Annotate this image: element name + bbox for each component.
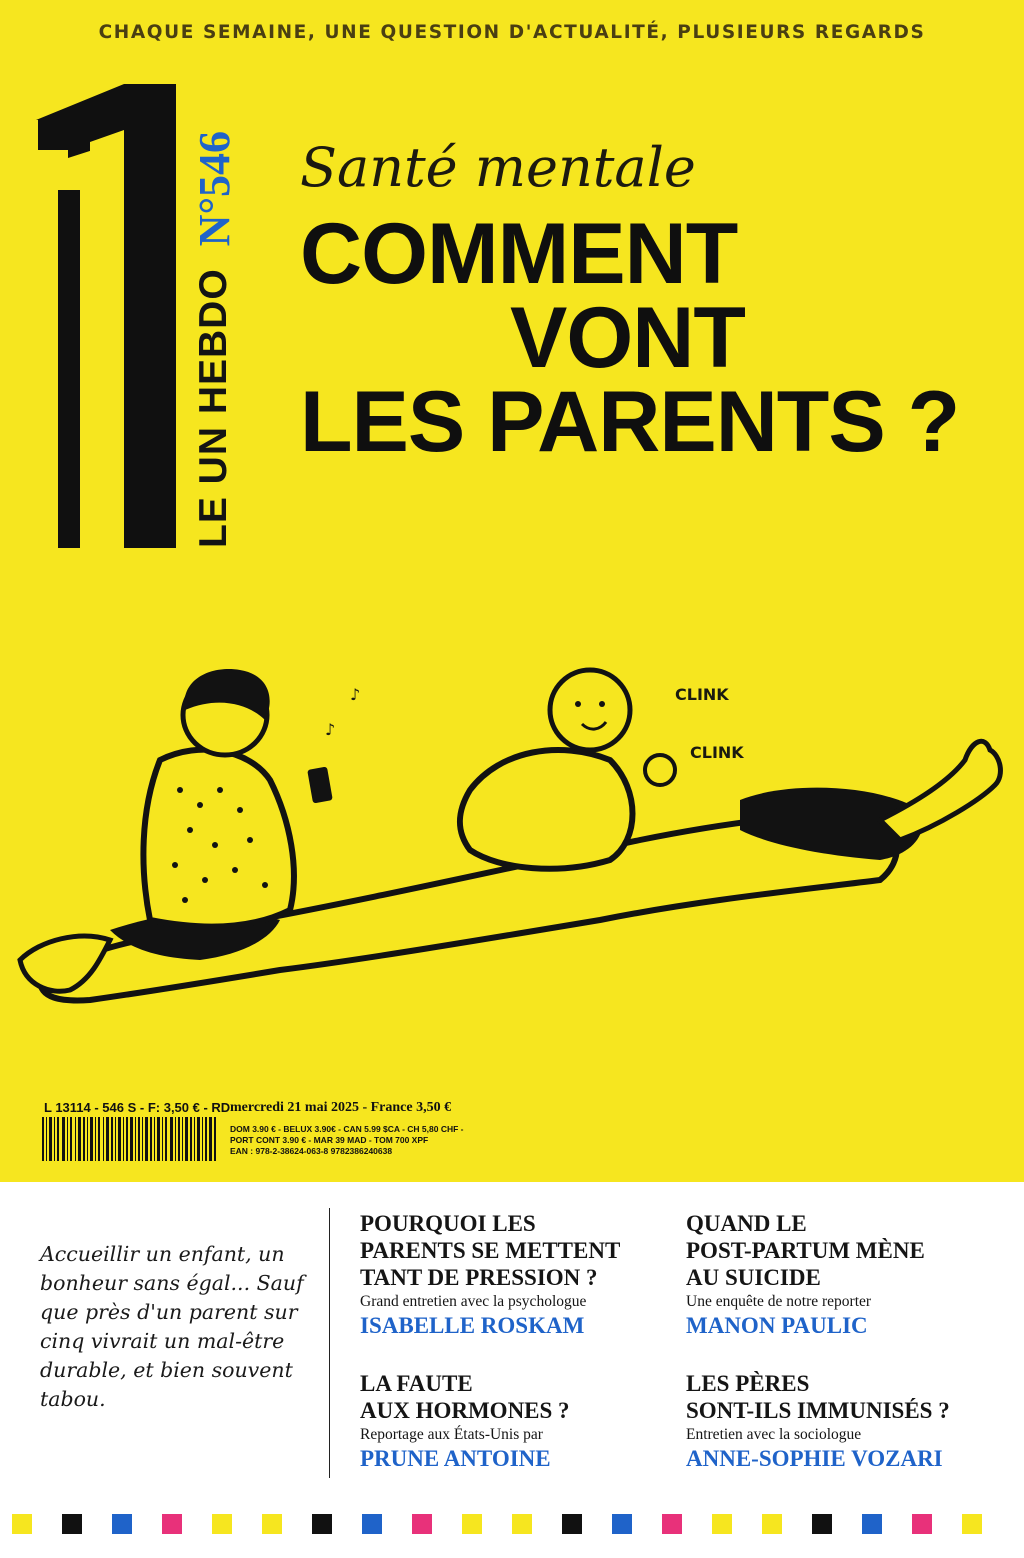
color-swatch: [962, 1514, 982, 1534]
brand-name: LE UN HEBDO: [192, 268, 235, 548]
story-teaser[interactable]: [686, 1210, 1016, 1339]
story-title-line: POURQUOI LES: [360, 1211, 536, 1236]
numeral-one-logo: [28, 80, 178, 550]
headline-line: VONT: [510, 290, 745, 386]
story-title-line: LES PÈRES: [686, 1371, 810, 1396]
headline-line: COMMENT: [300, 206, 738, 302]
baby-head: [550, 670, 630, 750]
logo-stem: [58, 190, 80, 548]
phone: [307, 767, 333, 804]
story-teaser[interactable]: [360, 1210, 690, 1339]
color-swatch: [812, 1514, 832, 1534]
color-swatch: [862, 1514, 882, 1534]
story-teaser[interactable]: [686, 1370, 1016, 1472]
story-title-line: AU SUICIDE: [686, 1265, 821, 1290]
color-swatch: [712, 1514, 732, 1534]
ean-line: EAN : 978-2-38624-063-8 9782386240638: [230, 1146, 393, 1156]
color-swatch: [662, 1514, 682, 1534]
story-subtitle: Reportage aux États-Unis par: [360, 1426, 543, 1443]
story-title-line: QUAND LE: [686, 1211, 807, 1236]
logo-stroke-outer: [38, 120, 68, 150]
story-title-line: SONT-ILS IMMUNISÉS ?: [686, 1398, 950, 1423]
color-swatch: [212, 1514, 232, 1534]
cover-headline: [300, 206, 960, 470]
color-swatch: [362, 1514, 382, 1534]
price-line: PORT CONT 3.90 € - MAR 39 MAD - TOM 700 XPF: [230, 1135, 429, 1145]
publication-date: mercredi 21 mai 2025 - France 3,50 €: [230, 1100, 452, 1115]
cover-kicker: Santé mentale: [300, 136, 696, 199]
story-author: MANON PAULIC: [686, 1313, 868, 1338]
story-title: [686, 1370, 1016, 1424]
color-swatch: [12, 1514, 32, 1534]
print-color-bar: [0, 1512, 1024, 1536]
headline-line: LES PARENTS ?: [300, 374, 960, 470]
color-swatch: [462, 1514, 482, 1534]
issue-number: N°546: [189, 130, 239, 247]
masthead: [190, 78, 238, 548]
story-subtitle: Une enquête de notre reporter: [686, 1293, 872, 1310]
story-title: [360, 1210, 690, 1291]
rattle: [645, 755, 675, 785]
price-list: [230, 1124, 530, 1157]
story-title-line: TANT DE PRESSION ?: [360, 1265, 598, 1290]
story-title: [686, 1210, 1016, 1291]
column-divider: [329, 1208, 330, 1478]
thumb-up-hand: [880, 741, 1000, 840]
barcode-icon: [42, 1117, 218, 1161]
color-swatch: [762, 1514, 782, 1534]
color-swatch: [612, 1514, 632, 1534]
story-author: ISABELLE ROSKAM: [360, 1313, 585, 1338]
color-swatch: [112, 1514, 132, 1534]
sfx-clink: CLINK: [675, 685, 729, 704]
color-swatch: [312, 1514, 332, 1534]
story-teaser[interactable]: [360, 1370, 690, 1472]
color-swatch: [512, 1514, 532, 1534]
music-note-icon: ♪: [325, 720, 336, 739]
barcode-code: L 13114 - 546 S - F: 3,50 € - RD: [44, 1100, 231, 1115]
color-swatch: [62, 1514, 82, 1534]
music-note-icon: ♪: [350, 685, 361, 704]
story-title-line: LA FAUTE: [360, 1371, 473, 1396]
story-title-line: PARENTS SE METTENT: [360, 1238, 621, 1263]
baby-body: [460, 750, 633, 869]
color-swatch: [262, 1514, 282, 1534]
color-swatch: [562, 1514, 582, 1534]
story-subtitle: Grand entretien avec la psychologue: [360, 1293, 587, 1310]
girl-body: [143, 750, 293, 927]
story-title: [360, 1370, 690, 1424]
intro-text: Accueillir un enfant, un bonheur sans égal... Sauf que près d'un parent sur cinq vivrait un mal-être durable, et bien souvent tabou.: [40, 1242, 304, 1411]
story-author: ANNE-SOPHIE VOZARI: [686, 1446, 943, 1471]
story-subtitle: Entretien avec la sociologue: [686, 1426, 862, 1443]
story-author: PRUNE ANTOINE: [360, 1446, 551, 1471]
sfx-clink: CLINK: [690, 743, 744, 762]
logo-notch: [90, 130, 124, 548]
price-line: DOM 3.90 € - BELUX 3.90€ - CAN 5.99 $CA - CH 5,80 CHF -: [230, 1124, 464, 1134]
color-swatch: [412, 1514, 432, 1534]
story-title-line: AUX HORMONES ?: [360, 1398, 570, 1423]
color-swatch: [912, 1514, 932, 1534]
tagline: CHAQUE SEMAINE, UNE QUESTION D'ACTUALITÉ, PLUSIEURS REGARDS: [98, 22, 926, 43]
family-lying-on-ground-illustration: [0, 640, 1024, 1040]
color-swatch: [162, 1514, 182, 1534]
story-title-line: POST-PARTUM MÈNE: [686, 1238, 925, 1263]
